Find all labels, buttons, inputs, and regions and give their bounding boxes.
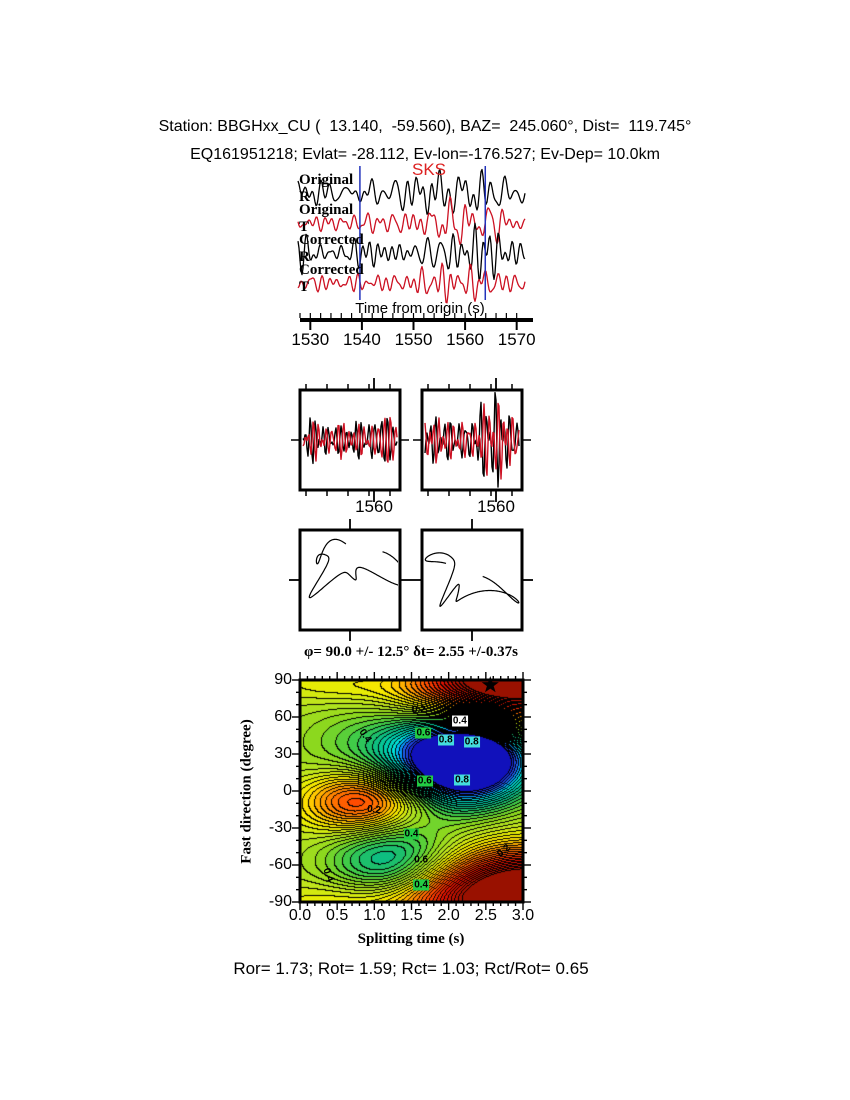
- splitting-time-axis-label: Splitting time (s): [357, 931, 465, 947]
- splitting-time-tick-label: 2.5: [474, 907, 497, 924]
- panel-border: [422, 530, 522, 630]
- contour-value-label: 0.8: [464, 736, 479, 748]
- time-tick-label: 1550: [394, 330, 433, 349]
- contour-value-label: 0.6: [417, 775, 432, 787]
- splitting-time-tick-label: 2.0: [437, 907, 460, 924]
- fast-direction-tick-label: -90: [268, 893, 292, 910]
- waveform-path: [303, 418, 397, 463]
- contour-value-label: 0.6: [414, 854, 429, 866]
- fast-direction-tick-label: 30: [274, 745, 292, 762]
- time-tick-label: 1560: [446, 330, 484, 349]
- contour-value-label: 0.2: [366, 803, 382, 816]
- trace-label: Corrected R: [299, 232, 364, 265]
- time-tick-label: 1570: [497, 330, 536, 349]
- phase-label-sks: SKS: [411, 160, 447, 179]
- comparison-tick-label: 1560: [477, 497, 515, 516]
- fast-direction-tick-label: 60: [274, 708, 292, 725]
- fast-direction-tick-label: -30: [268, 819, 292, 836]
- result-ratios: Ror= 1.73; Rot= 1.59; Rct= 1.03; Rct/Rot= 0.65: [233, 959, 589, 978]
- comparison-tick-label: 1560: [355, 497, 393, 516]
- splitting-time-tick-label: 0.5: [326, 907, 349, 924]
- best-solution-star: [482, 676, 499, 692]
- contour-value-label: 0.4: [320, 866, 336, 884]
- contour-value-label: 0.4: [417, 790, 432, 802]
- splitting-time-tick-label: 3.0: [511, 907, 535, 924]
- fast-direction-tick-label: 90: [274, 671, 292, 688]
- contour-value-label: 0.4: [414, 879, 429, 891]
- splitting-time-tick-label: 1.0: [363, 907, 386, 924]
- splitting-time-tick-label: 1.5: [400, 907, 423, 924]
- contour-value-label: 0.4: [404, 828, 419, 840]
- contour-value-label: 0.8: [455, 774, 469, 786]
- fast-direction-tick-label: -60: [268, 856, 292, 873]
- contour-value-label: 0.4: [356, 726, 374, 745]
- contour-value-label: 0.6: [416, 727, 431, 739]
- event-subtitle: EQ161951218; Evlat= -28.112, Ev-lon=-176.527; Ev-Dep= 10.0km: [190, 146, 660, 163]
- contour-value-label: 0.2: [494, 842, 513, 861]
- waveform-path: [309, 539, 407, 597]
- contour-value-label: 0.2: [411, 704, 426, 716]
- fast-direction-axis-label: Fast direction (degree): [238, 719, 255, 864]
- trace-label: Original T: [299, 202, 354, 235]
- contour-value-label: 0.4: [452, 715, 467, 727]
- time-axis-label: Time from origin (s): [355, 300, 485, 317]
- waveform-path: [425, 553, 519, 607]
- time-tick-label: 1540: [342, 330, 381, 349]
- station-title: Station: BBGHxx_CU ( 13.140, -59.560), BAZ= 245.060°, Dist= 119.745°: [158, 118, 692, 135]
- contour-value-label: 0.8: [438, 734, 453, 746]
- trace-label: Original R: [299, 172, 354, 205]
- error-surface-title: φ= 90.0 +/- 12.5° δt= 2.55 +/-0.37s: [304, 644, 518, 660]
- trace-label: Corrected T: [299, 262, 364, 295]
- splitting-time-tick-label: 0.0: [288, 907, 312, 924]
- fast-direction-tick-label: 0: [283, 782, 292, 799]
- time-tick-label: 1530: [291, 330, 330, 349]
